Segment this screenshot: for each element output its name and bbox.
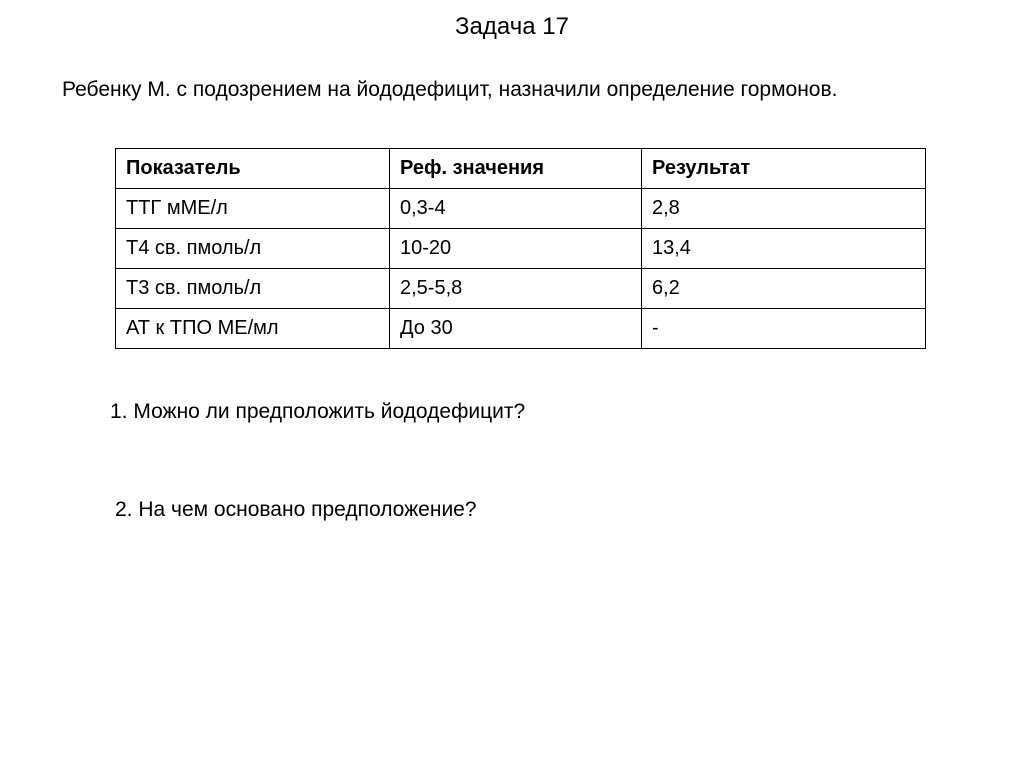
table-header-row <box>116 149 926 189</box>
cell-reference: 0,3-4 <box>390 189 642 229</box>
cell-reference: 2,5-5,8 <box>390 269 642 309</box>
header-reference-values: Реф. значения <box>390 149 642 189</box>
cell-reference: До 30 <box>390 309 642 349</box>
task-description: Ребенку М. с подозрением на йододефицит, назначили определение гормонов. <box>62 78 838 101</box>
cell-indicator: Т4 св. пмоль/л <box>116 229 390 269</box>
hormone-table <box>115 148 926 349</box>
cell-result: 2,8 <box>642 189 926 229</box>
cell-indicator: ТТГ мМЕ/л <box>116 189 390 229</box>
table-row <box>116 189 926 229</box>
header-result: Результат <box>642 149 926 189</box>
cell-result: - <box>642 309 926 349</box>
table-row <box>116 229 926 269</box>
table-row <box>116 309 926 349</box>
slide-title: Задача 17 <box>455 13 569 40</box>
question-1: 1. Можно ли предположить йододефицит? <box>110 400 526 423</box>
cell-reference: 10-20 <box>390 229 642 269</box>
table-row <box>116 269 926 309</box>
header-indicator: Показатель <box>116 149 390 189</box>
cell-indicator: Т3 св. пмоль/л <box>116 269 390 309</box>
cell-indicator: АТ к ТПО МЕ/мл <box>116 309 390 349</box>
question-2: 2. На чем основано предположение? <box>115 498 477 521</box>
cell-result-highlighted: 6,2 <box>642 269 926 309</box>
cell-result: 13,4 <box>642 229 926 269</box>
